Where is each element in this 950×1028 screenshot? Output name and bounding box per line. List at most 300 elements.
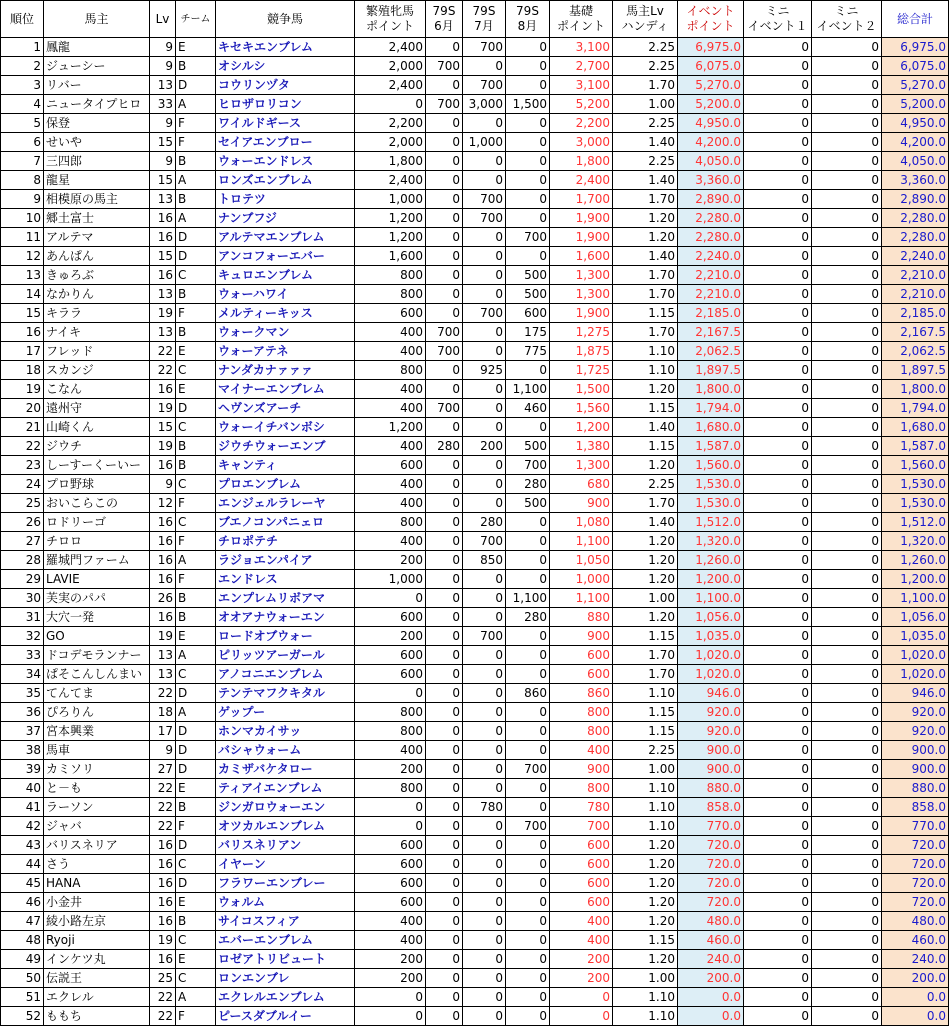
lv-cell: 15	[150, 133, 176, 152]
july-points-cell: 0	[463, 893, 506, 912]
rank-cell: 30	[1, 589, 44, 608]
lv-cell: 19	[150, 399, 176, 418]
owner-cell: 大穴一発	[44, 608, 150, 627]
team-cell: D	[176, 684, 216, 703]
team-cell: E	[176, 950, 216, 969]
grand-total-cell: 4,200.0	[882, 133, 949, 152]
mini-event-1-cell: 0	[744, 798, 812, 817]
owner-cell: ジューシー	[44, 57, 150, 76]
grand-total-cell: 1,794.0	[882, 399, 949, 418]
grand-total-cell: 920.0	[882, 703, 949, 722]
june-points-cell: 0	[426, 285, 463, 304]
lv-cell: 13	[150, 190, 176, 209]
horse-cell: バシャウォーム	[216, 741, 355, 760]
mini-event-2-cell: 0	[812, 57, 882, 76]
handicap-cell: 1.20	[613, 950, 678, 969]
base-points-cell: 600	[550, 855, 613, 874]
handicap-cell: 1.15	[613, 437, 678, 456]
rank-cell: 27	[1, 532, 44, 551]
grand-total-cell: 1,056.0	[882, 608, 949, 627]
event-points-cell: 2,185.0	[678, 304, 744, 323]
handicap-cell: 1.10	[613, 342, 678, 361]
handicap-cell: 1.10	[613, 988, 678, 1007]
handicap-cell: 1.20	[613, 893, 678, 912]
owner-cell: リバー	[44, 76, 150, 95]
mini-event-2-cell: 0	[812, 475, 882, 494]
grand-total-cell: 460.0	[882, 931, 949, 950]
june-points-cell: 0	[426, 817, 463, 836]
rank-cell: 3	[1, 76, 44, 95]
horse-cell: エンプレムリボアマ	[216, 589, 355, 608]
mini-event-1-cell: 0	[744, 95, 812, 114]
june-points-cell: 0	[426, 570, 463, 589]
event-points-cell: 1,056.0	[678, 608, 744, 627]
june-points-cell: 0	[426, 266, 463, 285]
june-points-cell: 0	[426, 665, 463, 684]
horse-cell: フラワーエンブレー	[216, 874, 355, 893]
team-cell: C	[176, 475, 216, 494]
base-points-cell: 1,900	[550, 209, 613, 228]
june-points-cell: 700	[426, 57, 463, 76]
table-row	[1, 570, 949, 589]
base-points-cell: 880	[550, 608, 613, 627]
mini-event-1-cell: 0	[744, 551, 812, 570]
breed-points-cell: 0	[355, 798, 426, 817]
mini-event-2-cell: 0	[812, 1007, 882, 1026]
team-cell: A	[176, 209, 216, 228]
team-cell: B	[176, 285, 216, 304]
mini-event-2-cell: 0	[812, 760, 882, 779]
horse-cell: ロゼアトリビュート	[216, 950, 355, 969]
mini-event-2-cell: 0	[812, 38, 882, 57]
rank-cell: 19	[1, 380, 44, 399]
event-points-cell: 1,530.0	[678, 475, 744, 494]
grand-total-cell: 5,200.0	[882, 95, 949, 114]
august-points-cell: 0	[506, 931, 550, 950]
june-points-cell: 0	[426, 893, 463, 912]
mini-event-2-cell: 0	[812, 323, 882, 342]
table-row	[1, 171, 949, 190]
table-row	[1, 798, 949, 817]
august-points-cell: 700	[506, 817, 550, 836]
mini-event-1-cell: 0	[744, 285, 812, 304]
base-points-cell: 1,100	[550, 589, 613, 608]
mini-event-2-cell: 0	[812, 874, 882, 893]
rank-cell: 31	[1, 608, 44, 627]
mini-event-2-cell: 0	[812, 798, 882, 817]
event-points-cell: 5,200.0	[678, 95, 744, 114]
mini-event-1-cell: 0	[744, 57, 812, 76]
handicap-cell: 1.70	[613, 665, 678, 684]
august-points-cell: 0	[506, 190, 550, 209]
breed-points-cell: 0	[355, 817, 426, 836]
header-base-points: 基礎 ポイント	[550, 1, 613, 38]
team-cell: E	[176, 779, 216, 798]
breed-points-cell: 600	[355, 874, 426, 893]
july-points-cell: 780	[463, 798, 506, 817]
july-points-cell: 925	[463, 361, 506, 380]
lv-cell: 9	[150, 38, 176, 57]
owner-cell: 郷土富士	[44, 209, 150, 228]
july-points-cell: 0	[463, 152, 506, 171]
june-points-cell: 0	[426, 722, 463, 741]
august-points-cell: 1,500	[506, 95, 550, 114]
july-points-cell: 0	[463, 247, 506, 266]
header-rank: 順位	[1, 1, 44, 38]
august-points-cell: 775	[506, 342, 550, 361]
mini-event-2-cell: 0	[812, 266, 882, 285]
lv-cell: 18	[150, 703, 176, 722]
breed-points-cell: 400	[355, 380, 426, 399]
horse-cell: バリスネリアン	[216, 836, 355, 855]
grand-total-cell: 1,530.0	[882, 475, 949, 494]
grand-total-cell: 1,320.0	[882, 532, 949, 551]
july-points-cell: 0	[463, 665, 506, 684]
mini-event-2-cell: 0	[812, 494, 882, 513]
mini-event-2-cell: 0	[812, 950, 882, 969]
july-points-cell: 700	[463, 532, 506, 551]
rank-cell: 48	[1, 931, 44, 950]
handicap-cell: 1.70	[613, 494, 678, 513]
june-points-cell: 0	[426, 152, 463, 171]
header-row	[1, 1, 949, 38]
horse-cell: エンジェルラレーヤ	[216, 494, 355, 513]
july-points-cell: 0	[463, 1007, 506, 1026]
team-cell: F	[176, 1007, 216, 1026]
july-points-cell: 0	[463, 399, 506, 418]
handicap-cell: 1.40	[613, 418, 678, 437]
lv-cell: 19	[150, 304, 176, 323]
grand-total-cell: 720.0	[882, 855, 949, 874]
horse-cell: オシルシ	[216, 57, 355, 76]
rank-cell: 24	[1, 475, 44, 494]
rank-cell: 47	[1, 912, 44, 931]
rank-cell: 7	[1, 152, 44, 171]
horse-cell: ロンズエンブレム	[216, 171, 355, 190]
breed-points-cell: 400	[355, 323, 426, 342]
base-points-cell: 900	[550, 760, 613, 779]
august-points-cell: 0	[506, 551, 550, 570]
owner-cell: 芙実のパパ	[44, 589, 150, 608]
breed-points-cell: 2,400	[355, 38, 426, 57]
handicap-cell: 1.00	[613, 760, 678, 779]
table-row	[1, 133, 949, 152]
lv-cell: 22	[150, 342, 176, 361]
august-points-cell: 0	[506, 418, 550, 437]
owner-cell: 龍星	[44, 171, 150, 190]
mini-event-2-cell: 0	[812, 912, 882, 931]
horse-cell: ピリッツアーガール	[216, 646, 355, 665]
mini-event-1-cell: 0	[744, 950, 812, 969]
horse-cell: アノコニエンブレム	[216, 665, 355, 684]
table-row	[1, 665, 949, 684]
mini-event-2-cell: 0	[812, 171, 882, 190]
horse-cell: プロエンブレム	[216, 475, 355, 494]
lv-cell: 13	[150, 646, 176, 665]
owner-cell: こなん	[44, 380, 150, 399]
owner-cell: チロロ	[44, 532, 150, 551]
lv-cell: 19	[150, 437, 176, 456]
table-row	[1, 779, 949, 798]
lv-cell: 17	[150, 722, 176, 741]
mini-event-1-cell: 0	[744, 456, 812, 475]
team-cell: F	[176, 494, 216, 513]
rank-cell: 16	[1, 323, 44, 342]
lv-cell: 9	[150, 57, 176, 76]
breed-points-cell: 1,200	[355, 228, 426, 247]
june-points-cell: 0	[426, 627, 463, 646]
grand-total-cell: 1,512.0	[882, 513, 949, 532]
mini-event-2-cell: 0	[812, 779, 882, 798]
august-points-cell: 280	[506, 608, 550, 627]
mini-event-1-cell: 0	[744, 627, 812, 646]
handicap-cell: 2.25	[613, 114, 678, 133]
mini-event-1-cell: 0	[744, 722, 812, 741]
breed-points-cell: 800	[355, 266, 426, 285]
grand-total-cell: 720.0	[882, 893, 949, 912]
lv-cell: 16	[150, 836, 176, 855]
breed-points-cell: 1,200	[355, 418, 426, 437]
header-event-points: イベント ポイント	[678, 1, 744, 38]
header-owner-lv-handicap: 馬主Lv ハンディ	[613, 1, 678, 38]
grand-total-cell: 200.0	[882, 969, 949, 988]
team-cell: D	[176, 836, 216, 855]
table-row	[1, 513, 949, 532]
horse-cell: ウォルム	[216, 893, 355, 912]
handicap-cell: 1.10	[613, 798, 678, 817]
owner-cell: せいや	[44, 133, 150, 152]
team-cell: E	[176, 342, 216, 361]
base-points-cell: 600	[550, 836, 613, 855]
base-points-cell: 3,000	[550, 133, 613, 152]
breed-points-cell: 600	[355, 893, 426, 912]
july-points-cell: 0	[463, 703, 506, 722]
event-points-cell: 6,975.0	[678, 38, 744, 57]
owner-cell: ニュータイプヒロ	[44, 95, 150, 114]
owner-cell: おいこらこの	[44, 494, 150, 513]
breed-points-cell: 0	[355, 988, 426, 1007]
mini-event-2-cell: 0	[812, 646, 882, 665]
lv-cell: 13	[150, 665, 176, 684]
june-points-cell: 700	[426, 323, 463, 342]
lv-cell: 16	[150, 893, 176, 912]
owner-cell: HANA	[44, 874, 150, 893]
owner-cell: 小金井	[44, 893, 150, 912]
table-row	[1, 741, 949, 760]
grand-total-cell: 0.0	[882, 1007, 949, 1026]
horse-cell: メルティーキッス	[216, 304, 355, 323]
august-points-cell: 500	[506, 494, 550, 513]
rank-cell: 20	[1, 399, 44, 418]
table-row	[1, 969, 949, 988]
event-points-cell: 1,260.0	[678, 551, 744, 570]
mini-event-1-cell: 0	[744, 171, 812, 190]
event-points-cell: 1,320.0	[678, 532, 744, 551]
handicap-cell: 1.20	[613, 228, 678, 247]
august-points-cell: 0	[506, 38, 550, 57]
june-points-cell: 700	[426, 399, 463, 418]
table-row	[1, 456, 949, 475]
owner-cell: カミソリ	[44, 760, 150, 779]
horse-cell: イヤーン	[216, 855, 355, 874]
handicap-cell: 1.40	[613, 171, 678, 190]
team-cell: B	[176, 912, 216, 931]
june-points-cell: 0	[426, 209, 463, 228]
header-horse: 競争馬	[216, 1, 355, 38]
breed-points-cell: 1,000	[355, 570, 426, 589]
base-points-cell: 400	[550, 912, 613, 931]
handicap-cell: 1.70	[613, 266, 678, 285]
team-cell: D	[176, 228, 216, 247]
mini-event-1-cell: 0	[744, 703, 812, 722]
base-points-cell: 800	[550, 779, 613, 798]
june-points-cell: 0	[426, 513, 463, 532]
mini-event-1-cell: 0	[744, 836, 812, 855]
lv-cell: 9	[150, 152, 176, 171]
mini-event-2-cell: 0	[812, 342, 882, 361]
mini-event-1-cell: 0	[744, 1007, 812, 1026]
event-points-cell: 1,035.0	[678, 627, 744, 646]
event-points-cell: 1,200.0	[678, 570, 744, 589]
event-points-cell: 920.0	[678, 703, 744, 722]
august-points-cell: 1,100	[506, 380, 550, 399]
event-points-cell: 920.0	[678, 722, 744, 741]
handicap-cell: 1.00	[613, 589, 678, 608]
event-points-cell: 200.0	[678, 969, 744, 988]
mini-event-1-cell: 0	[744, 494, 812, 513]
grand-total-cell: 480.0	[882, 912, 949, 931]
horse-cell: コウリンヅタ	[216, 76, 355, 95]
base-points-cell: 900	[550, 494, 613, 513]
grand-total-cell: 2,062.5	[882, 342, 949, 361]
base-points-cell: 700	[550, 817, 613, 836]
owner-cell: 伝説王	[44, 969, 150, 988]
rank-cell: 23	[1, 456, 44, 475]
table-row	[1, 114, 949, 133]
horse-cell: ウォーイチバンボシ	[216, 418, 355, 437]
july-points-cell: 0	[463, 988, 506, 1007]
mini-event-1-cell: 0	[744, 323, 812, 342]
mini-event-1-cell: 0	[744, 893, 812, 912]
table-row	[1, 722, 949, 741]
horse-cell: セイアエンブロー	[216, 133, 355, 152]
breed-points-cell: 400	[355, 931, 426, 950]
header-lv: Lv	[150, 1, 176, 38]
july-points-cell: 0	[463, 266, 506, 285]
june-points-cell: 0	[426, 988, 463, 1007]
rank-cell: 39	[1, 760, 44, 779]
horse-cell: カミザバケタロー	[216, 760, 355, 779]
owner-cell: と－も	[44, 779, 150, 798]
july-points-cell: 200	[463, 437, 506, 456]
horse-cell: トロテツ	[216, 190, 355, 209]
july-points-cell: 0	[463, 608, 506, 627]
event-points-cell: 4,050.0	[678, 152, 744, 171]
base-points-cell: 780	[550, 798, 613, 817]
june-points-cell: 0	[426, 228, 463, 247]
handicap-cell: 2.25	[613, 152, 678, 171]
breed-points-cell: 400	[355, 342, 426, 361]
event-points-cell: 1,530.0	[678, 494, 744, 513]
rank-cell: 15	[1, 304, 44, 323]
june-points-cell: 0	[426, 798, 463, 817]
grand-total-cell: 900.0	[882, 760, 949, 779]
breed-points-cell: 600	[355, 608, 426, 627]
grand-total-cell: 4,050.0	[882, 152, 949, 171]
rank-cell: 38	[1, 741, 44, 760]
breed-points-cell: 400	[355, 532, 426, 551]
lv-cell: 16	[150, 228, 176, 247]
team-cell: E	[176, 380, 216, 399]
owner-cell: 三四郎	[44, 152, 150, 171]
breed-points-cell: 800	[355, 703, 426, 722]
handicap-cell: 1.15	[613, 399, 678, 418]
mini-event-2-cell: 0	[812, 589, 882, 608]
team-cell: B	[176, 456, 216, 475]
july-points-cell: 0	[463, 171, 506, 190]
event-points-cell: 2,210.0	[678, 285, 744, 304]
june-points-cell: 280	[426, 437, 463, 456]
table-row	[1, 76, 949, 95]
july-points-cell: 700	[463, 38, 506, 57]
july-points-cell: 0	[463, 969, 506, 988]
handicap-cell: 2.25	[613, 38, 678, 57]
breed-points-cell: 400	[355, 437, 426, 456]
base-points-cell: 1,200	[550, 418, 613, 437]
mini-event-1-cell: 0	[744, 513, 812, 532]
grand-total-cell: 2,240.0	[882, 247, 949, 266]
base-points-cell: 400	[550, 931, 613, 950]
handicap-cell: 1.20	[613, 874, 678, 893]
mini-event-1-cell: 0	[744, 437, 812, 456]
handicap-cell: 2.25	[613, 475, 678, 494]
table-row	[1, 361, 949, 380]
breed-points-cell: 600	[355, 836, 426, 855]
breed-points-cell: 800	[355, 361, 426, 380]
mini-event-1-cell: 0	[744, 228, 812, 247]
event-points-cell: 2,062.5	[678, 342, 744, 361]
header-mini-event-2: ミニ イベント２	[812, 1, 882, 38]
lv-cell: 16	[150, 912, 176, 931]
table-row	[1, 1007, 949, 1026]
horse-cell: エバーエンブレム	[216, 931, 355, 950]
owner-cell: 相模原の馬主	[44, 190, 150, 209]
team-cell: B	[176, 608, 216, 627]
mini-event-2-cell: 0	[812, 399, 882, 418]
rank-cell: 50	[1, 969, 44, 988]
mini-event-2-cell: 0	[812, 95, 882, 114]
june-points-cell: 0	[426, 380, 463, 399]
horse-cell: ヒロザロリコン	[216, 95, 355, 114]
horse-cell: エクレルエンブレム	[216, 988, 355, 1007]
grand-total-cell: 720.0	[882, 836, 949, 855]
header-grand-total: 総合計	[882, 1, 949, 38]
horse-cell: ナンブフジ	[216, 209, 355, 228]
table-row	[1, 608, 949, 627]
horse-cell: ピースダブルイー	[216, 1007, 355, 1026]
mini-event-1-cell: 0	[744, 399, 812, 418]
horse-cell: キセキエンブレム	[216, 38, 355, 57]
july-points-cell: 0	[463, 722, 506, 741]
august-points-cell: 280	[506, 475, 550, 494]
base-points-cell: 1,275	[550, 323, 613, 342]
july-points-cell: 0	[463, 342, 506, 361]
mini-event-2-cell: 0	[812, 551, 882, 570]
rank-cell: 33	[1, 646, 44, 665]
table-row	[1, 855, 949, 874]
owner-cell: ももち	[44, 1007, 150, 1026]
grand-total-cell: 1,560.0	[882, 456, 949, 475]
